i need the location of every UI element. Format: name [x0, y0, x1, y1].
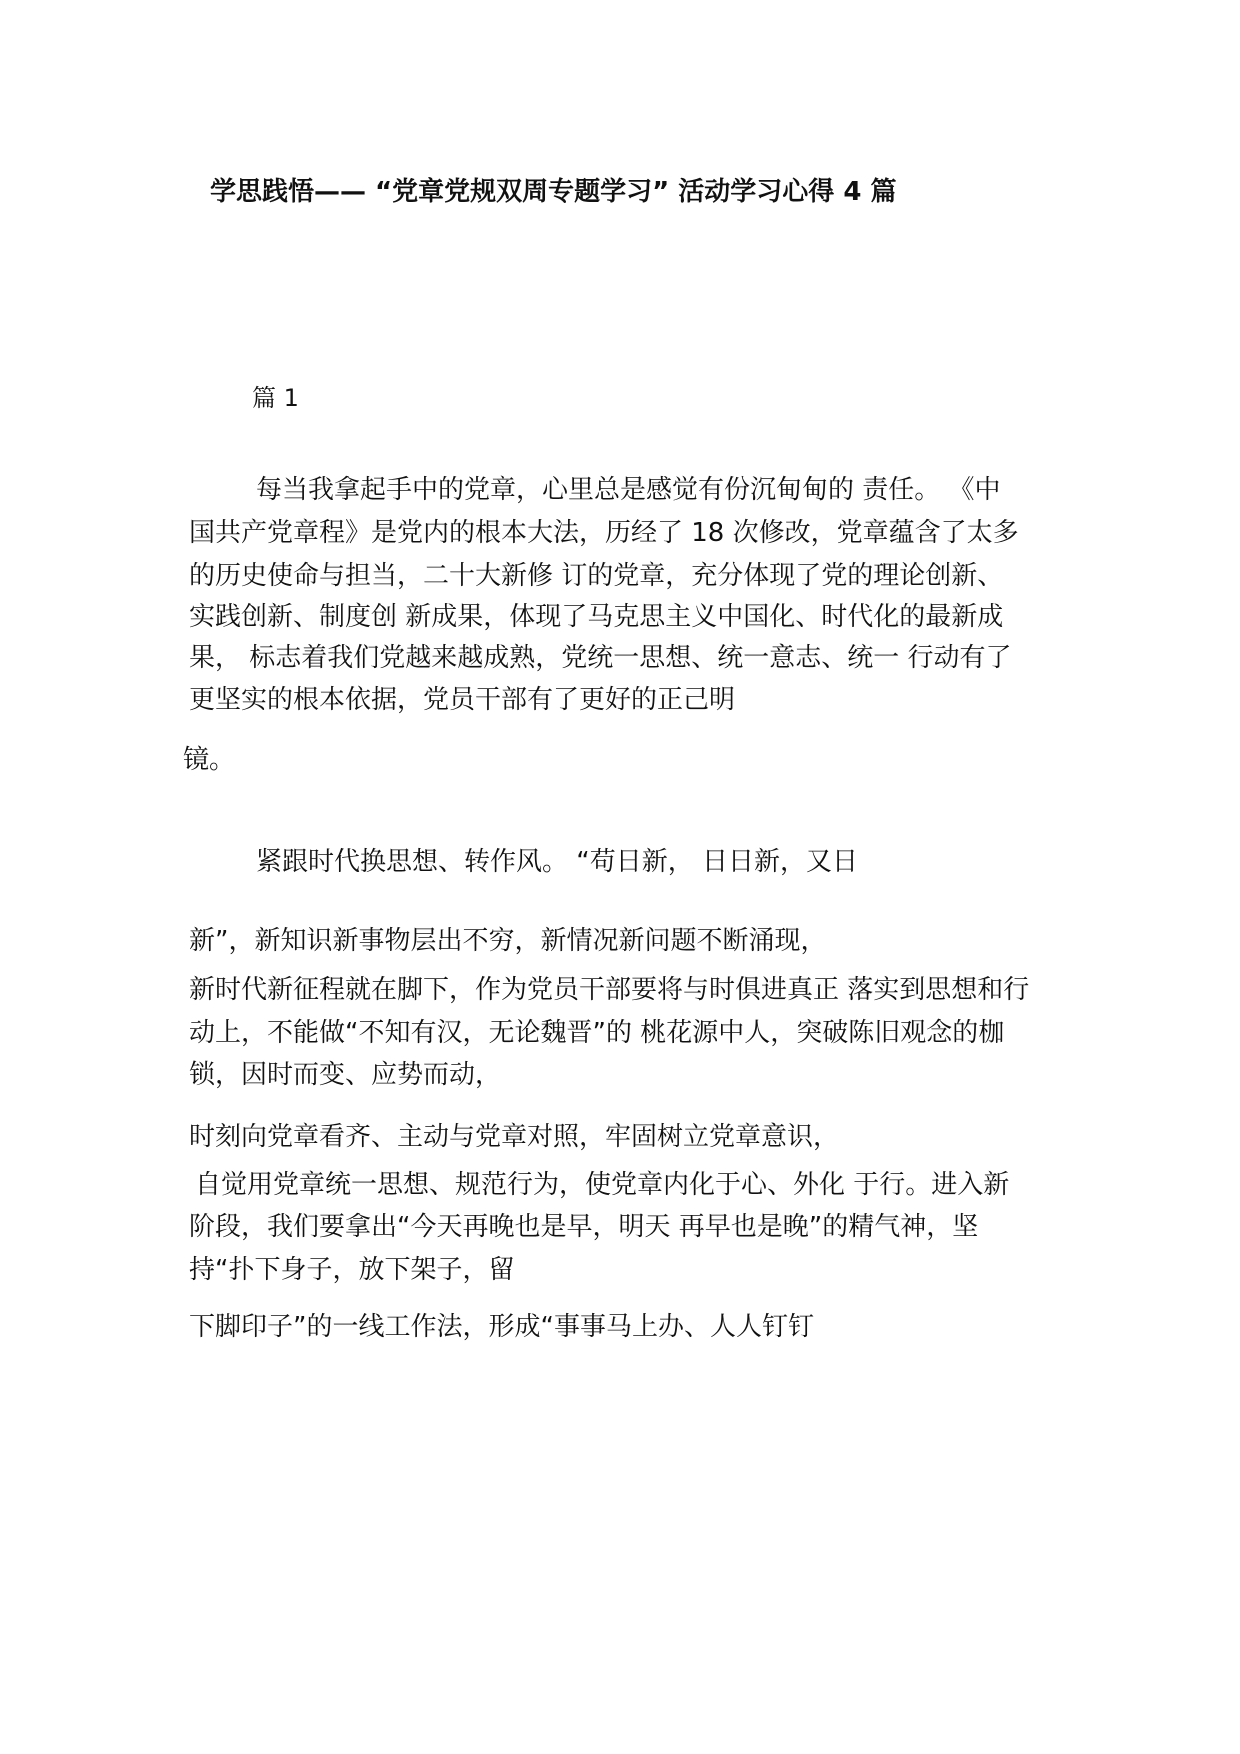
paragraph-line: 新”，新知识新事物层出不穷，新情况新问题不断涌现，: [189, 926, 827, 956]
paragraph-line: 阶段，我们要拿出“今天再晚也是早，明天 再早也是晚”的精气神，坚: [189, 1212, 979, 1242]
paragraph-line: 时刻向党章看齐、主动与党章对照，牢固树立党章意识，: [189, 1122, 840, 1152]
paragraph-line: 果， 标志着我们党越来越成熟，党统一思想、统一意志、统一 行动有了: [189, 643, 1012, 673]
paragraph-line: 更坚实的根本依据，党员干部有了更好的正己明: [189, 685, 736, 715]
document-title: 学思践悟—— “党章党规双周专题学习” 活动学习心得 4 篇: [210, 177, 897, 207]
paragraph-line: 的历史使命与担当，二十大新修 订的党章，充分体现了党的理论创新、: [189, 561, 1004, 591]
paragraph-line: 国共产党章程》是党内的根本大法，历经了 18 次修改，党章蕴含了太多: [189, 518, 1019, 548]
paragraph-line: 自觉用党章统一思想、规范行为，使党章内化于心、外化 于行。进入新: [195, 1170, 1010, 1200]
paragraph-line: 新时代新征程就在脚下，作为党员干部要将与时俱进真正 落实到思想和行: [189, 975, 1030, 1005]
paragraph-line: 实践创新、制度创 新成果，体现了马克思主义中国化、时代化的最新成: [189, 602, 1004, 632]
paragraph-line: 紧跟时代换思想、转作风。 “苟日新， 日日新，又日: [256, 847, 858, 877]
paragraph-line: 下脚印子”的一线工作法，形成“事事马上办、人人钉钉: [189, 1312, 814, 1342]
paragraph-line: 每当我拿起手中的党章，心里总是感觉有份沉甸甸的 责任。 《中: [256, 475, 1001, 505]
paragraph-line: 持“扑下身子，放下架子，留: [189, 1255, 515, 1285]
paragraph-line: 动上，不能做“不知有汉，无论魏晋”的 桃花源中人，突破陈旧观念的枷: [189, 1018, 1005, 1048]
paragraph-line: 锁，因时而变、应势而动，: [189, 1060, 502, 1090]
paragraph-line: 镜。: [183, 745, 236, 775]
section-heading: 篇 1: [252, 384, 299, 412]
